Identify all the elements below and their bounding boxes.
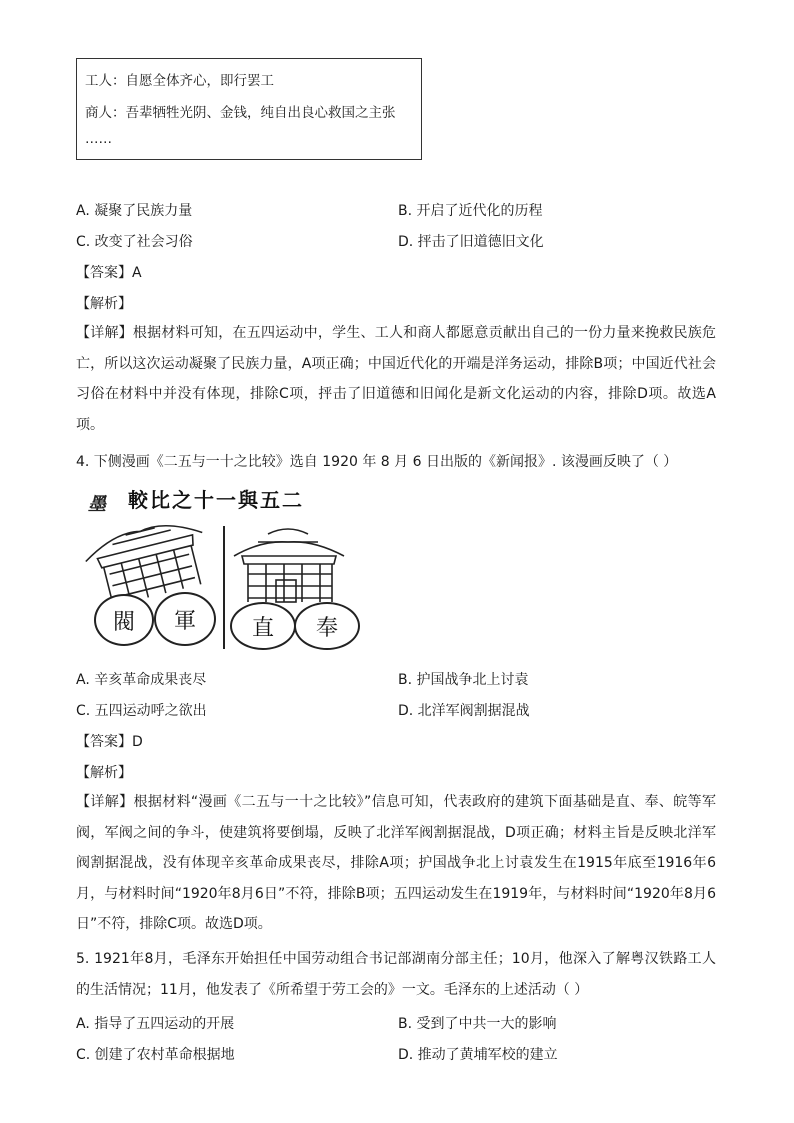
q3-option-d[interactable]: D. 抨击了旧道德旧文化 <box>398 234 544 250</box>
bag-right-2: 奉 <box>294 602 360 650</box>
q4-option-d[interactable]: D. 北洋军阀割据混战 <box>398 703 530 719</box>
q4-option-b[interactable]: B. 护国战争北上讨袁 <box>398 672 529 688</box>
cartoon-seal: 墨 <box>88 494 106 515</box>
q3-option-a[interactable]: A. 凝聚了民族力量 <box>76 203 193 219</box>
q4-stem: 4. 下侧漫画《二五与一十之比较》选自 1920 年 8 月 6 日出版的《新闻报》. 该漫画反映了（ ） <box>76 454 678 470</box>
q4-option-a[interactable]: A. 辛亥革命成果丧尽 <box>76 672 207 688</box>
cartoon-divider <box>223 526 225 649</box>
quote-line-ellipsis: …… <box>85 131 112 147</box>
q4-detail: 【详解】根据材料“漫画《二五与一十之比较》”信息可知，代表政府的建筑下面基础是直、奉、皖等军阀，军阀之间的争斗，使建筑将要倒塌，反映了北洋军阀割据混战，D项正确；材料主旨是反映北洋军阀割据混战，没有体现辛亥革命成果丧尽，排除A项；护国战争北上讨袁发生在1915年底至1916年6月，与材料时间“1920年8月6日”不符，排除B项；五四运动发生在1919年，与材料时间“1920年8月6日”不符，排除C项。故选D项。 <box>76 794 716 932</box>
q5-stem: 5. 1921年8月，毛泽东开始担任中国劳动组合书记部湖南分部主任；10月，他深入了解粤汉铁路工人的生活情况；11月，他发表了《所希望于劳工会的》一文。毛泽东的上述活动（ ） <box>76 951 716 998</box>
q5-option-c[interactable]: C. 创建了农村革命根据地 <box>76 1047 235 1063</box>
q4-answer: 【答案】D <box>76 734 143 750</box>
q3-detail: 【详解】根据材料可知，在五四运动中，学生、工人和商人都愿意贡献出自己的一份力量来挽救民族危亡，所以这次运动凝聚了民族力量，A项正确；中国近代化的开端是洋务运动，排除B项；中国近代社会习俗在材料中并没有体现，排除C项，抨击了旧道德和旧闻化是新文化运动的内容，排除D项。故选A项。 <box>76 325 716 433</box>
cartoon-title: 較比之十一與五二 <box>128 488 304 512</box>
q3-answer: 【答案】A <box>76 265 142 281</box>
q5-option-a[interactable]: A. 指导了五四运动的开展 <box>76 1016 235 1032</box>
q5-option-d[interactable]: D. 推动了黄埔军校的建立 <box>398 1047 558 1063</box>
q3-option-c[interactable]: C. 改变了社会习俗 <box>76 234 193 250</box>
q5-option-b[interactable]: B. 受到了中共一大的影响 <box>398 1016 557 1032</box>
quote-line-merchants: 商人：吾辈牺牲光阴、金钱，纯自出良心救国之主张 <box>85 105 396 121</box>
q4-analysis-label: 【解析】 <box>76 765 132 781</box>
q3-analysis-label: 【解析】 <box>76 296 132 312</box>
cartoon-figure <box>82 484 360 649</box>
q4-option-c[interactable]: C. 五四运动呼之欲出 <box>76 703 207 719</box>
bag-left-1: 閥 <box>94 594 154 646</box>
quote-line-workers: 工人：自愿全体齐心，即行罢工 <box>85 73 274 89</box>
bag-right-1: 直 <box>230 602 296 650</box>
standing-building <box>234 529 344 602</box>
q3-option-b[interactable]: B. 开启了近代化的历程 <box>398 203 543 219</box>
bag-left-2: 軍 <box>154 592 216 646</box>
quote-box <box>76 58 422 160</box>
